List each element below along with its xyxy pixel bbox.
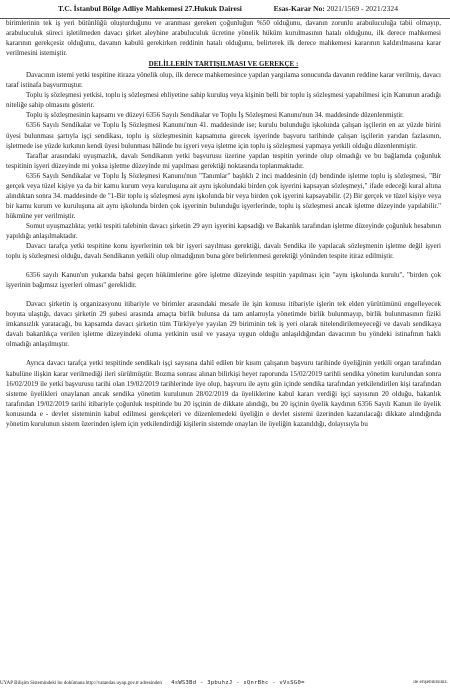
case-number-value: 2021/1569 - 2021/2324 xyxy=(326,4,398,13)
paragraph: Toplu iş sözleşmesinin kapsamı ve düzeyi 6356 Sayılı Sendikalar ve Toplu İş Sözleşmesi Kanunu'nun 34. maddesinde düzenlenmiştir. xyxy=(26,111,404,120)
paragraph: Somut uyuşmazlıkta; yetki tespiti talebinin davacı şirketin 29 ayrı işyerini kapsadığı ve Bakanlık tarafından işletme düzeyinde çoğunluk hesabının yapıldığı anlaşılmaktadır. xyxy=(6,221,441,240)
uyap-notice: UYAP Bilişim Sistemindeki bu dokümana http://vatandas.uyap.gov.tr adresinden xyxy=(0,681,162,686)
paragraph: Toplu iş sözleşmesi yetkisi, toplu iş sözleşmesi ehliyetine sahip kuruluş veya kişinin belli bir toplu iş sözleşmesi yapabilmesi için Kanunun aradığı niteliğe sahip olmasını gösterir. xyxy=(6,91,441,110)
footer-suffix: ile erişebilirsiniz. xyxy=(413,680,448,685)
paragraph: 6356 sayılı Kanun'un yukarıda bahsi geçen hükümlerine göre işletme düzeyinde tespitin yapılması için "aynı işkolunda kurulu", "birden çok işyerinin bağımsız işyerleri olması" gereklidir. xyxy=(6,271,441,290)
access-code: 4sWS3Bd - 3pbuhzJ - sQnrBhc - vVsSG0= xyxy=(171,680,305,686)
paragraph: Ayrıca davacı tarafça yetki tespitinde sendikalı işçi sayısına dahil edilen bir kısım çalışanın başvuru tarihinde üyeliğinin yetkili organ tarafından kabulüne ilişkin karar verilmediği ileri sürülmüştür. Bozma sonrası alınan bilirkişi heyet raporunda 15/02/2019 tarihli sendika yönetim kurulundan sonra 16/02/2019 ile yetki başvurusu tarihi olan 19/02/2019 tarihlerinde üye olup, başvuru ile aynı gün içinde sendika tarafından yetkilendirilen kişi tarafından sisteme üyelikleri onaylanan ancak sendika yönetim kurulunun 28/02/2019 da üyeliklerine kabul kararı verdiği işçi sayısının 20 olduğu, bakanlık tarafından 19/02/2019 tarihi itibariyle çoğunluk tespitinde bu 20 işçinin de dikkate alındığı, bu 20 işçinin üyelik kaydının 6356 Sayılı Kanun ile üyelik konusunda e - devlet sisteminin kabul edilmesi gerekçeleri ve düzenlemedeki üyeliğin e devlet sistemi üzerinden kazanılacağı dikkate alındığında yönetim kurulunun sistem üzerinden işlem için yetkilendirdiği kişilerin sistemde onayları ile üyeliğin kazanıldığı, dolayısıyla bu xyxy=(6,359,441,428)
case-number xyxy=(274,4,398,17)
paragraph: birimlerinin tek iş yeri bütünlüğü oluşturduğunu ve aranması gereken çoğunluğun %50 olduğunu, davanın zorunlu arabuluculuğa tabii olmayıp, arabuluculuk süreci işletilmeden davacı şirket aleyhine arabuluculuk ücretine yönelik hüküm kurulmasının hatalı olduğunu, ilk derece mahkemesi kararının gerekçesiz olduğunu, davanın kabulü gerekirken reddinin hatalı olduğunu, belirterek ilk derece mahkemesi kararının kaldırılmasına karar verilmesini istemiştir. xyxy=(6,19,441,58)
paragraph: 6356 Sayılı Sendikalar ve Toplu İş Sözleşmesi Kanunu'nun "Tanımlar" başlıklı 2 inci maddesinin (d) bendinde işletme toplu iş sözleşmesi, "Bir gerçek veya tüzel kişiye ya da bir kamu kurum veya kuruluşuna ait aynı işkolundaki birden çok işyerini kapsayan sözleşmeyi," ifade edeceği kural altına alındıktan sonra 34. maddesinde de "1-Bir toplu iş sözleşmesi aynı işkolunda bir veya birden çok işyerini kapsayabilir. (2) Bir gerçek ve tüzel kişiye veya bir kamu kurum ve kuruluşuna ait aynı işkolunda birden çok işyerinin bulunduğu işyerlerinde, toplu iş sözleşmesi ancak işletme düzeyinde yapılabilir." hükmüne yer verilmiştir. xyxy=(6,171,441,220)
paragraph: Taraflar arasındaki uyuşmazlık, davalı Sendikanın yetki başvurusu üzerine yapılan tespitin yerinde olup olmadığı ve bu bağlamda çoğunluk tespitinin işyeri düzeyinde mi yoksa işletme düzeyinde mi yapılması gerektiği noktasında toplanmaktadır. xyxy=(6,151,441,170)
document-header xyxy=(58,4,398,17)
document-body xyxy=(6,18,441,429)
paragraph: Davacı tarafça yetki tespitine konu işyerlerinin tek bir işyeri sayılması gerektiği, davalı Sendika ile yapılacak sözleşmenin işletme değil işyeri toplu iş sözleşmesi olduğu, davalı Sendikanın yetkili olup olmadığının buna göre belirlenmesi gerektiği yönünden tespite itiraz edilmiştir. xyxy=(6,242,441,261)
court-name: T.C. İstanbul Bölge Adliye Mahkemesi 27.Hukuk Dairesi xyxy=(58,4,242,13)
paragraph: 6356 Sayılı Sendikalar ve Toplu İş Sözleşmesi Kanunu'nun 41. maddesinde ise; kurulu bulunduğu işkolunda çalışan işçilerin en az yüzde birini üyesi bulunması şartıyla işçi sendikası, toplu iş sözleşmesinin kapsamına girecek işyerinde başvuru tarihinde çalışan işçilerin yarıdan fazlasının, işletmede ise yüzde kırkının kendi üyesi bulunması hâlinde bu işyeri veya işletme için toplu iş sözleşmesi yapmaya yetkili olduğu düzenlenmiştir. xyxy=(6,121,441,150)
document-footer xyxy=(0,680,450,687)
paragraph: Davacının istemi yetki tespitine itiraza yönelik olup, ilk derece mahkemesince yapılan yargılama sonucunda davanın reddine karar verilmiş, davacı taraf istinafa başvurmuştur. xyxy=(6,71,441,90)
paragraph: Davacı şirketin iş organizasyonu itibariyle ve birimler arasındaki mesafe ile işin konusu itibariyle işlerin tek elden yürütümünü engelleyecek boyuta ulaştığı, davacı şirketin 29 şubesi arasında amaçta birlik bulunsa da tam anlamıyla yönetimde birlik bulunmayıp, birlik bulunmasının fiziki imkansızlık yaratacağı, bu kapsamda davacı şirketin tüm Türkiye'ye yayılan 29 biriminin tek iş yeri olarak nitelendirilemeyeceği ve davalı sendikaya davalı bakanlıkça verilen işletme düzeyindeki oluma yetkinin usul ve yasaya uygun olduğu anlaşıldığından davacının bu yöndeki istinafının haklı olmadığı anlaşılmıştır. xyxy=(6,300,441,349)
case-number-label: Esas-Karar No: xyxy=(273,4,325,13)
section-title: DELİLLERİN TARTIŞILMASI VE GEREKÇE : xyxy=(148,60,299,69)
